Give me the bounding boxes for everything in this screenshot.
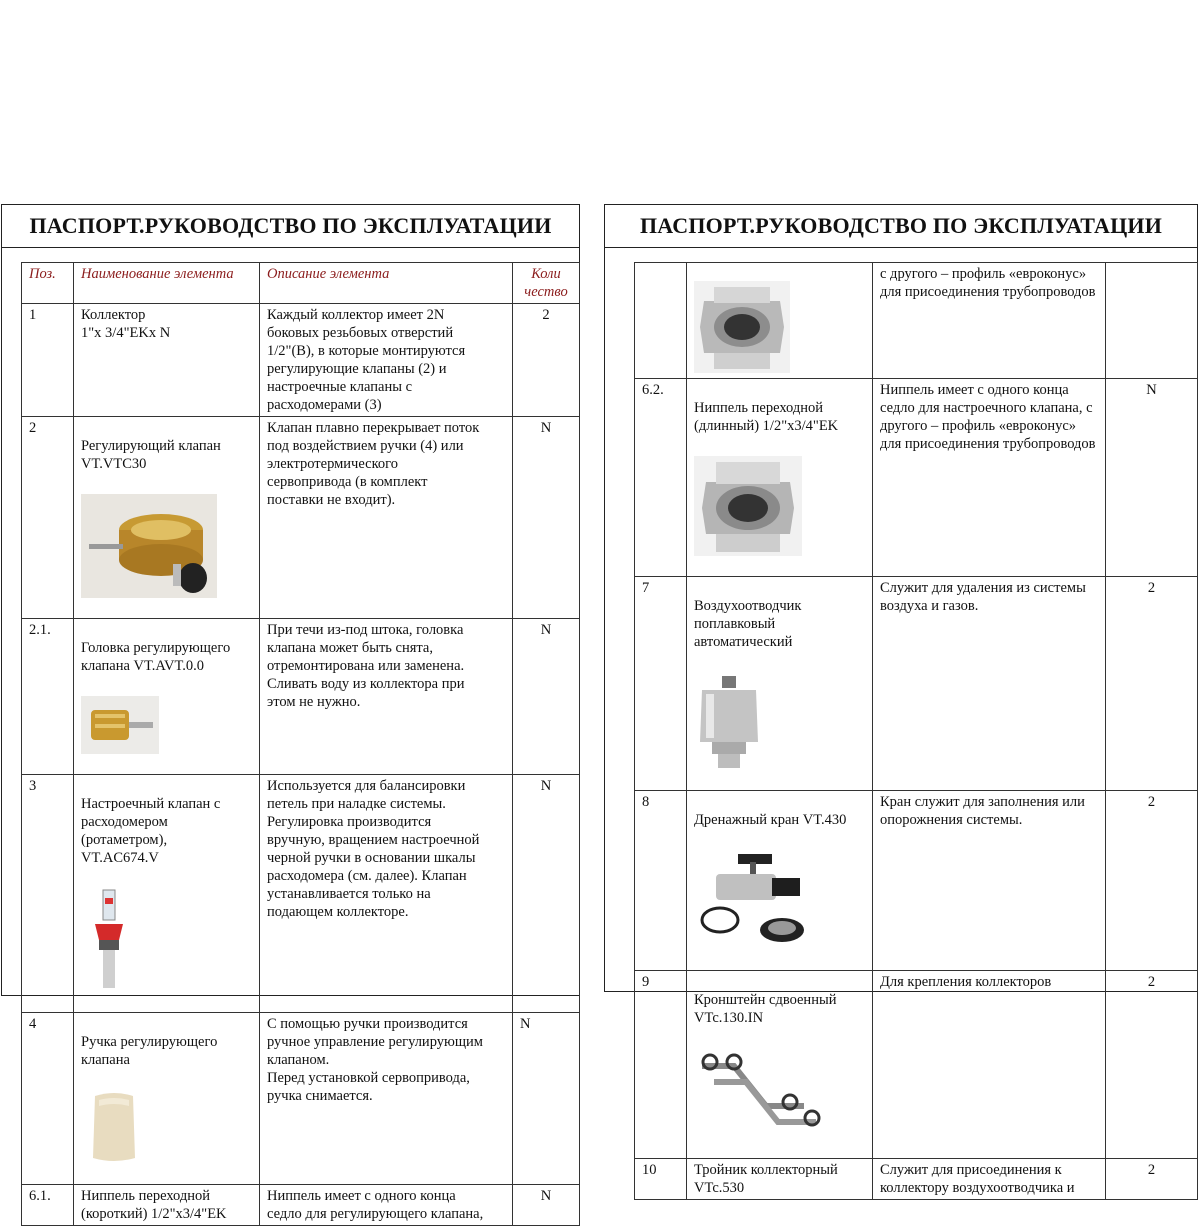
drain-valve-image bbox=[694, 850, 814, 950]
parts-table bbox=[634, 262, 1198, 1200]
row-desc: Каждый коллектор имеет 2N боковых резьбовых отверстий 1/2"(B), в которые монтируются регулирующие клапаны (2) и настроечные клапаны с расходомерами (3) bbox=[260, 304, 513, 417]
header-pos: Поз. bbox=[22, 263, 74, 304]
row-name-cell bbox=[687, 577, 873, 791]
row-desc: Кран служит для заполнения или опорожнения системы. bbox=[873, 791, 1106, 971]
row-qty: 2 bbox=[1106, 791, 1198, 971]
row-name-cell bbox=[687, 971, 873, 1159]
row-pos: 6.1. bbox=[22, 1185, 74, 1226]
row-name: Ручка регулирующего клапана bbox=[81, 1034, 218, 1068]
table-row bbox=[22, 1185, 580, 1226]
right-page bbox=[604, 204, 1198, 1196]
row-qty: 2 bbox=[1106, 577, 1198, 791]
row-name-cell bbox=[687, 379, 873, 577]
row-desc: При течи из-под штока, головка клапана может быть снята, отремонтирована или заменена. Сливать воду из коллектора при этом не нужно. bbox=[260, 619, 513, 775]
row-name-cell bbox=[74, 1013, 260, 1185]
table-row bbox=[635, 971, 1198, 1159]
table-row bbox=[635, 263, 1198, 379]
row-pos: 10 bbox=[635, 1159, 687, 1200]
table-header-row bbox=[22, 263, 580, 304]
table-row bbox=[635, 577, 1198, 791]
row-qty: N bbox=[513, 417, 580, 619]
flowmeter-image bbox=[81, 888, 141, 992]
row-pos: 2 bbox=[22, 417, 74, 619]
row-qty: N bbox=[513, 1185, 580, 1226]
row-qty: 2 bbox=[1106, 1159, 1198, 1200]
air-vent-image bbox=[694, 672, 764, 770]
row-desc: Служит для присоединения к коллектору воздухоотводчика и bbox=[873, 1159, 1106, 1200]
row-name: Воздухоотводчик поплавковый автоматический bbox=[694, 598, 802, 650]
bracket-image bbox=[694, 1048, 824, 1138]
row-pos: 2.1. bbox=[22, 619, 74, 775]
valve-head-image bbox=[81, 696, 159, 754]
page-title: ПАСПОРТ.РУКОВОДСТВО ПО ЭКСПЛУАТАЦИИ bbox=[2, 205, 579, 248]
row-name: Кронштейн сдвоенный VTc.130.IN bbox=[694, 992, 837, 1026]
row-name: Настроечный клапан с расходомером (ротаметром), VT.AC674.V bbox=[81, 796, 221, 866]
table-row bbox=[635, 379, 1198, 577]
row-name: Дренажный кран VT.430 bbox=[694, 812, 847, 828]
table-row bbox=[22, 775, 580, 1013]
table-row bbox=[22, 619, 580, 775]
row-desc: Для крепления коллекторов bbox=[873, 971, 1106, 1159]
header-desc: Описание элемента bbox=[260, 263, 513, 304]
parts-table bbox=[21, 262, 580, 1226]
row-qty: N bbox=[513, 619, 580, 775]
nipple-long-image bbox=[694, 456, 802, 556]
row-desc: Клапан плавно перекрывает поток под воздействием ручки (4) или электротермического сервопривода (в комплект поставки не входит). bbox=[260, 417, 513, 619]
row-qty: N bbox=[513, 775, 580, 1013]
row-desc: С помощью ручки производится ручное управление регулирующим клапаном. Перед установкой сервопривода, ручка снимается. bbox=[260, 1013, 513, 1185]
row-pos: 9 bbox=[635, 971, 687, 1159]
row-desc: Ниппель имеет с одного конца седло для регулирующего клапана, bbox=[260, 1185, 513, 1226]
row-name: Ниппель переходной (короткий) 1/2"x3/4"EK bbox=[74, 1185, 260, 1226]
row-desc: с другого – профиль «евроконус» для присоединения трубопроводов bbox=[873, 263, 1106, 379]
row-qty: 2 bbox=[513, 304, 580, 417]
row-qty: N bbox=[513, 1013, 580, 1185]
row-pos: 3 bbox=[22, 775, 74, 1013]
regulating-valve-image bbox=[81, 494, 217, 598]
row-qty: N bbox=[1106, 379, 1198, 577]
row-name: Тройник коллекторный VTc.530 bbox=[687, 1159, 873, 1200]
table-row bbox=[635, 791, 1198, 971]
row-pos: 4 bbox=[22, 1013, 74, 1185]
row-pos: 1 bbox=[22, 304, 74, 417]
row-pos: 8 bbox=[635, 791, 687, 971]
row-desc: Служит для удаления из системы воздуха и газов. bbox=[873, 577, 1106, 791]
row-name-cell bbox=[74, 417, 260, 619]
page-title: ПАСПОРТ.РУКОВОДСТВО ПО ЭКСПЛУАТАЦИИ bbox=[605, 205, 1197, 248]
row-name-cell bbox=[74, 619, 260, 775]
table-row bbox=[22, 417, 580, 619]
row-pos: 7 bbox=[635, 577, 687, 791]
row-name: Регулирующий клапан VT.VTC30 bbox=[81, 438, 221, 472]
table-row bbox=[635, 1159, 1198, 1200]
nipple-short-image bbox=[694, 281, 790, 373]
row-name-cell bbox=[687, 791, 873, 971]
header-qty: Коли чество bbox=[513, 263, 580, 304]
valve-handle-image bbox=[81, 1090, 147, 1164]
row-pos: 6.2. bbox=[635, 379, 687, 577]
row-name-cell bbox=[74, 775, 260, 1013]
row-name: Ниппель переходной (длинный) 1/2"x3/4"EK bbox=[694, 400, 839, 434]
row-qty bbox=[1106, 263, 1198, 379]
row-desc: Ниппель имеет с одного конца седло для настроечного клапана, с другого – профиль «евроконус» для присоединения трубопроводов bbox=[873, 379, 1106, 577]
left-page bbox=[1, 204, 580, 1222]
row-name: Головка регулирующего клапана VT.AVT.0.0 bbox=[81, 640, 231, 674]
row-qty: 2 bbox=[1106, 971, 1198, 1159]
table-row bbox=[22, 1013, 580, 1185]
table-row bbox=[22, 304, 580, 417]
row-name: Коллектор 1"x 3/4"EKx N bbox=[74, 304, 260, 417]
row-name-cell bbox=[687, 263, 873, 379]
row-pos bbox=[635, 263, 687, 379]
header-name: Наименование элемента bbox=[74, 263, 260, 304]
row-desc: Используется для балансировки петель при наладке системы. Регулировка производится вручную, вращением настроечной черной ручки в основании шкалы расходомера (см. далее). Клапан устанавливается только на подающем коллекторе. bbox=[260, 775, 513, 1013]
